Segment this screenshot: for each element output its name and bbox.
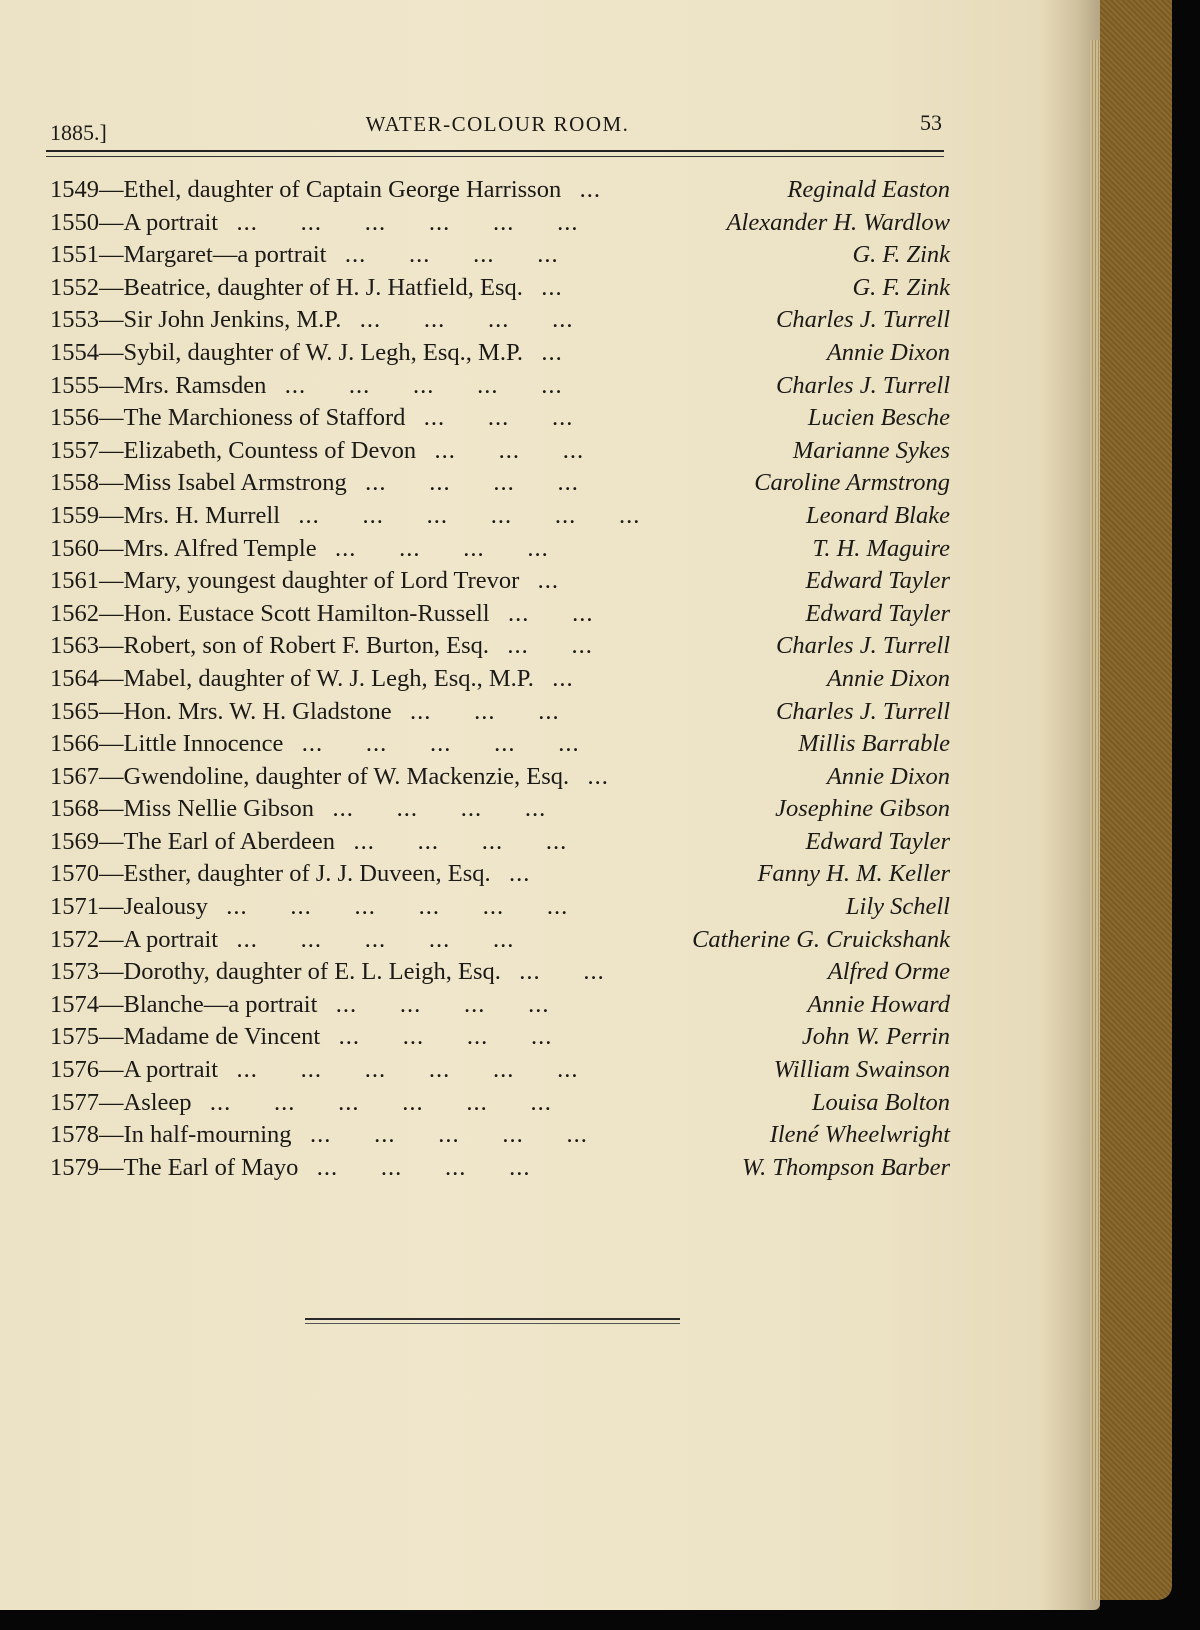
running-header bbox=[50, 104, 945, 144]
entry-title: Miss Nellie Gibson bbox=[123, 795, 315, 823]
catalogue-entry bbox=[50, 696, 950, 729]
leader-dots: ... ... ... ... ... bbox=[236, 925, 515, 953]
entry-dash: — bbox=[99, 795, 124, 823]
entry-artist: Charles J. Turrell bbox=[775, 306, 950, 334]
leader-dots: ... ... ... ... ... ... bbox=[236, 1056, 579, 1084]
entry-dash: — bbox=[99, 730, 124, 758]
entry-number: 1560 bbox=[50, 534, 99, 562]
entry-dash: — bbox=[99, 176, 124, 203]
entry-dash: — bbox=[99, 436, 124, 464]
entry-spacer bbox=[314, 795, 332, 822]
catalogue-entry bbox=[50, 304, 950, 337]
entry-dash: — bbox=[99, 306, 124, 334]
entry-number: 1569 bbox=[50, 827, 99, 855]
entry-artist: Ilené Wheelwright bbox=[769, 1121, 950, 1149]
entry-dash: — bbox=[99, 1056, 124, 1084]
entry-title: Hon. Eustace Scott Hamilton-Russell bbox=[123, 599, 490, 627]
catalogue-entry bbox=[50, 1119, 950, 1152]
catalogue-entry bbox=[50, 989, 950, 1022]
entry-dash: — bbox=[99, 664, 124, 692]
entry-title: A portrait bbox=[123, 1056, 219, 1084]
entry-artist: Millis Barrable bbox=[798, 730, 950, 758]
leader-dots: ... ... ... ... ... bbox=[284, 371, 563, 399]
entry-dash: — bbox=[99, 958, 124, 986]
leader-dots: ... ... ... ... bbox=[344, 241, 559, 269]
entry-number: 1555 bbox=[50, 371, 99, 399]
entry-title: The Earl of Aberdeen bbox=[123, 827, 336, 855]
entry-number: 1576 bbox=[50, 1056, 99, 1084]
leader-dots: ... bbox=[509, 860, 531, 888]
entry-spacer bbox=[392, 698, 410, 725]
catalogue-entry bbox=[50, 630, 950, 663]
entry-dash: — bbox=[99, 1088, 124, 1116]
entry-spacer bbox=[266, 372, 284, 399]
entry-artist: Catherine G. Cruickshank bbox=[692, 925, 950, 953]
entry-spacer bbox=[298, 1154, 316, 1181]
entry-spacer bbox=[326, 241, 344, 268]
entry-dash: — bbox=[99, 860, 124, 888]
entry-artist: G. F. Zink bbox=[852, 241, 950, 269]
entry-number: 1564 bbox=[50, 664, 99, 692]
book-cover-edge bbox=[1100, 0, 1172, 1600]
entry-number: 1571 bbox=[50, 893, 99, 921]
leader-dots: ... ... ... bbox=[434, 436, 585, 464]
header-double-rule bbox=[46, 150, 944, 157]
entry-title: Blanche—a portrait bbox=[123, 990, 318, 1018]
catalogue-entry bbox=[50, 1054, 950, 1087]
entry-title: Dorothy, daughter of E. L. Leigh, Esq. bbox=[123, 958, 501, 986]
entry-number: 1559 bbox=[50, 501, 99, 529]
entry-artist: Lily Schell bbox=[845, 893, 950, 921]
entry-artist: Alfred Orme bbox=[827, 958, 950, 986]
leader-dots: ... ... ... ... bbox=[359, 306, 574, 334]
entry-dash: — bbox=[99, 501, 124, 529]
entry-title: Beatrice, daughter of H. J. Hatfield, Esq. bbox=[123, 273, 523, 301]
entry-number: 1578 bbox=[50, 1121, 99, 1149]
leader-dots: ... ... ... ... ... ... bbox=[236, 208, 579, 236]
entry-artist: Charles J. Turrell bbox=[775, 371, 950, 399]
entry-title: The Marchioness of Stafford bbox=[123, 404, 406, 432]
leader-dots: ... bbox=[552, 664, 574, 692]
catalogue-entry bbox=[50, 1021, 950, 1054]
entry-spacer bbox=[208, 893, 226, 920]
leader-dots: ... ... bbox=[507, 599, 594, 627]
entry-number: 1566 bbox=[50, 730, 99, 758]
catalogue-entry bbox=[50, 728, 950, 761]
entry-dash: — bbox=[99, 632, 124, 660]
leader-dots: ... bbox=[579, 176, 601, 203]
entry-artist: Edward Tayler bbox=[805, 599, 950, 627]
entry-artist: Reginald Easton bbox=[787, 176, 950, 203]
entry-spacer bbox=[416, 437, 434, 464]
entry-dash: — bbox=[99, 1153, 124, 1181]
entry-dash: — bbox=[99, 241, 124, 269]
entry-title: Esther, daughter of J. J. Duveen, Esq. bbox=[123, 860, 491, 888]
entry-artist: Leonard Blake bbox=[805, 501, 950, 529]
entry-dash: — bbox=[99, 599, 124, 627]
entry-number: 1575 bbox=[50, 1023, 99, 1051]
catalogue-entry bbox=[50, 402, 950, 435]
entry-artist: Alexander H. Wardlow bbox=[726, 208, 950, 236]
entry-number: 1577 bbox=[50, 1088, 99, 1116]
entry-spacer bbox=[335, 828, 353, 855]
entry-spacer bbox=[561, 176, 579, 203]
entry-dash: — bbox=[99, 762, 124, 790]
catalogue-entry bbox=[50, 272, 950, 305]
entry-title: Miss Isabel Armstrong bbox=[123, 469, 347, 497]
catalogue-entry bbox=[50, 956, 950, 989]
catalogue-entry bbox=[50, 565, 950, 598]
catalogue-entry bbox=[50, 370, 950, 403]
entry-title: Margaret—a portrait bbox=[123, 241, 327, 269]
catalogue-entry bbox=[50, 174, 950, 207]
leader-dots: ... ... ... ... bbox=[316, 1153, 531, 1181]
entry-dash: — bbox=[99, 404, 124, 432]
entry-dash: — bbox=[99, 925, 124, 953]
leader-dots: ... ... ... bbox=[410, 697, 560, 725]
entry-number: 1572 bbox=[50, 925, 99, 953]
entry-title: Gwendoline, daughter of W. Mackenzie, Esq. bbox=[123, 762, 570, 790]
catalogue-entry bbox=[50, 1087, 950, 1120]
entry-artist: Annie Howard bbox=[807, 990, 950, 1018]
entry-number: 1573 bbox=[50, 958, 99, 986]
entry-title: A portrait bbox=[123, 208, 219, 236]
entry-spacer bbox=[523, 274, 541, 301]
entry-number: 1563 bbox=[50, 632, 99, 660]
entry-artist: G. F. Zink bbox=[852, 273, 950, 301]
catalogue-entry bbox=[50, 598, 950, 631]
entry-spacer bbox=[523, 339, 541, 366]
leader-dots: ... ... ... ... bbox=[335, 990, 550, 1018]
leader-dots: ... ... ... ... bbox=[365, 469, 579, 497]
entry-number: 1549 bbox=[50, 176, 99, 203]
entry-number: 1553 bbox=[50, 306, 99, 334]
catalogue-entry bbox=[50, 467, 950, 500]
catalogue-entry bbox=[50, 891, 950, 924]
leader-dots: ... ... ... bbox=[423, 404, 574, 432]
entry-title: Sybil, daughter of W. J. Legh, Esq., M.P. bbox=[123, 338, 523, 366]
entry-dash: — bbox=[99, 1121, 124, 1149]
closing-rule bbox=[305, 1318, 680, 1324]
entry-dash: — bbox=[99, 208, 124, 236]
entry-dash: — bbox=[99, 534, 124, 562]
leader-dots: ... bbox=[541, 338, 563, 366]
catalogue-entry bbox=[50, 924, 950, 957]
entry-artist: T. H. Maguire bbox=[812, 534, 950, 562]
entry-spacer bbox=[347, 469, 365, 496]
entry-dash: — bbox=[99, 338, 124, 366]
leader-dots: ... bbox=[541, 273, 563, 301]
leader-dots: ... ... ... ... ... bbox=[301, 730, 580, 758]
entry-number: 1556 bbox=[50, 404, 99, 432]
entry-spacer bbox=[192, 1089, 210, 1116]
entry-number: 1558 bbox=[50, 469, 99, 497]
header-year: 1885.] bbox=[50, 120, 107, 145]
leader-dots: ... ... ... ... bbox=[338, 1023, 553, 1051]
catalogue-entry bbox=[50, 761, 950, 794]
entry-title: Sir John Jenkins, M.P. bbox=[123, 306, 342, 334]
page-number: 53 bbox=[920, 110, 942, 135]
entry-artist: Annie Dixon bbox=[826, 338, 950, 366]
catalogue-entry bbox=[50, 337, 950, 370]
entry-artist: Edward Tayler bbox=[805, 827, 950, 855]
entry-spacer bbox=[280, 502, 298, 529]
entry-spacer bbox=[218, 209, 236, 236]
entry-artist: Annie Dixon bbox=[826, 664, 950, 692]
entry-artist: Charles J. Turrell bbox=[775, 697, 950, 725]
leader-dots: ... bbox=[537, 567, 560, 595]
entry-number: 1552 bbox=[50, 273, 99, 301]
entry-dash: — bbox=[99, 827, 124, 855]
leader-dots: ... ... ... ... ... bbox=[309, 1121, 588, 1149]
entry-number: 1568 bbox=[50, 795, 99, 823]
entry-spacer bbox=[491, 860, 509, 887]
entry-number: 1550 bbox=[50, 208, 99, 236]
entry-number: 1551 bbox=[50, 241, 99, 269]
catalogue-entry bbox=[50, 663, 950, 696]
entry-number: 1561 bbox=[50, 567, 99, 595]
entry-title: Mabel, daughter of W. J. Legh, Esq., M.P. bbox=[123, 664, 534, 692]
entry-spacer bbox=[501, 958, 519, 985]
entry-title: Mrs. Alfred Temple bbox=[123, 534, 317, 562]
entry-artist: Charles J. Turrell bbox=[775, 632, 950, 660]
entry-title: Hon. Mrs. W. H. Gladstone bbox=[123, 697, 392, 725]
entry-number: 1574 bbox=[50, 990, 99, 1018]
leader-dots: ... ... ... ... bbox=[335, 534, 549, 562]
entry-number: 1565 bbox=[50, 697, 99, 725]
entry-artist: Louisa Bolton bbox=[811, 1088, 950, 1116]
entry-number: 1579 bbox=[50, 1153, 99, 1181]
leader-dots: ... ... ... ... ... ... bbox=[226, 893, 569, 921]
catalogue-entry bbox=[50, 793, 950, 826]
catalogue-entry bbox=[50, 533, 950, 566]
leader-dots: ... ... ... ... bbox=[353, 827, 568, 855]
entry-number: 1554 bbox=[50, 338, 99, 366]
entry-spacer bbox=[569, 763, 587, 790]
leader-dots: ... ... ... ... bbox=[332, 795, 547, 823]
entry-spacer bbox=[317, 991, 335, 1018]
entry-dash: — bbox=[99, 273, 124, 301]
catalogue-entry bbox=[50, 435, 950, 468]
entry-number: 1557 bbox=[50, 436, 99, 464]
catalogue-entries bbox=[50, 174, 950, 1184]
entry-title: In half-mourning bbox=[123, 1121, 292, 1149]
entry-number: 1562 bbox=[50, 599, 99, 627]
entry-artist: Edward Tayler bbox=[805, 567, 950, 595]
entry-dash: — bbox=[99, 893, 124, 921]
entry-dash: — bbox=[99, 567, 124, 595]
leader-dots: ... ... bbox=[507, 632, 593, 660]
entry-spacer bbox=[534, 665, 552, 692]
entry-dash: — bbox=[99, 990, 124, 1018]
catalogue-entry bbox=[50, 826, 950, 859]
entry-spacer bbox=[317, 535, 335, 562]
entry-artist: Fanny H. M. Keller bbox=[757, 860, 950, 888]
catalogue-entry bbox=[50, 207, 950, 240]
entry-dash: — bbox=[99, 1023, 124, 1051]
entry-artist: Lucien Besche bbox=[807, 404, 950, 432]
entry-spacer bbox=[292, 1121, 310, 1148]
entry-title: The Earl of Mayo bbox=[123, 1153, 299, 1181]
catalogue-entry bbox=[50, 858, 950, 891]
entry-spacer bbox=[490, 600, 508, 627]
entry-title: Jealousy bbox=[123, 893, 208, 921]
leader-dots: ... ... ... ... ... ... bbox=[209, 1088, 552, 1116]
leader-dots: ... ... bbox=[519, 958, 605, 986]
catalogue-entry bbox=[50, 1152, 950, 1185]
entry-spacer bbox=[218, 926, 236, 953]
entry-title: Asleep bbox=[123, 1088, 192, 1116]
entry-artist: Annie Dixon bbox=[826, 762, 950, 790]
entry-spacer bbox=[218, 1056, 236, 1083]
entry-artist: W. Thompson Barber bbox=[741, 1153, 950, 1181]
entry-artist: Marianne Sykes bbox=[792, 436, 950, 464]
catalogue-entry bbox=[50, 500, 950, 533]
entry-spacer bbox=[489, 632, 507, 659]
entry-title: Robert, son of Robert F. Burton, Esq. bbox=[123, 632, 490, 660]
leader-dots: ... ... ... ... ... ... bbox=[298, 501, 641, 529]
entry-dash: — bbox=[99, 697, 124, 725]
entry-title: Mrs. H. Murrell bbox=[123, 501, 281, 529]
entry-dash: — bbox=[99, 469, 124, 497]
entry-dash: — bbox=[99, 371, 124, 399]
entry-spacer bbox=[519, 567, 537, 594]
entry-title: Mary, youngest daughter of Lord Trevor bbox=[123, 567, 520, 595]
entry-artist: Josephine Gibson bbox=[775, 795, 950, 823]
leader-dots: ... bbox=[587, 762, 609, 790]
entry-spacer bbox=[283, 730, 301, 757]
entry-title: Ethel, daughter of Captain George Harrisson bbox=[123, 176, 562, 203]
entry-number: 1567 bbox=[50, 762, 99, 790]
entry-title: Mrs. Ramsden bbox=[123, 371, 267, 399]
entry-spacer bbox=[405, 404, 423, 431]
entry-title: A portrait bbox=[123, 925, 219, 953]
entry-artist: William Swainson bbox=[773, 1056, 950, 1084]
entry-artist: Caroline Armstrong bbox=[754, 469, 950, 497]
entry-title: Madame de Vincent bbox=[123, 1023, 321, 1051]
entry-artist: John W. Perrin bbox=[801, 1023, 950, 1051]
entry-number: 1570 bbox=[50, 860, 99, 888]
header-title: WATER-COLOUR ROOM. bbox=[365, 112, 630, 136]
entry-spacer bbox=[320, 1023, 338, 1050]
entry-spacer bbox=[341, 306, 359, 333]
entry-title: Elizabeth, Countess of Devon bbox=[123, 436, 417, 464]
entry-title: Little Innocence bbox=[123, 730, 284, 758]
catalogue-entry bbox=[50, 239, 950, 272]
